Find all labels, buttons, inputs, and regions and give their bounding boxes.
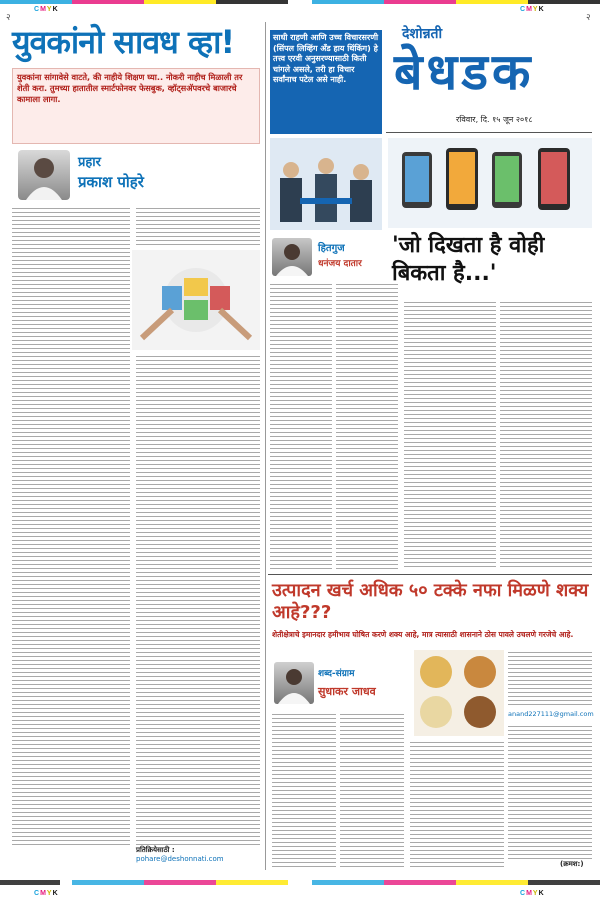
- center-author-photo: [272, 238, 312, 276]
- left-footer: [136, 846, 260, 866]
- center-intro-box: [270, 30, 382, 134]
- center-column-label: हितगुज: [318, 243, 345, 254]
- bottom-sidebar-email[interactable]: anand227111@gmail.com: [508, 710, 594, 718]
- page-number-right: २: [586, 13, 591, 23]
- center-body-col-1: [270, 282, 332, 570]
- bottom-headline: उत्पादन खर्च अधिक ५० टक्के नफा मिळणे शक्य आहे???: [272, 580, 589, 623]
- left-headline: युवकांनो सावध व्हा!: [12, 23, 235, 61]
- bottom-body-col-1: [272, 712, 336, 868]
- print-color-bar-left: [0, 0, 600, 4]
- bottom-body-col-2: [340, 712, 404, 868]
- left-author-photo: [18, 150, 70, 200]
- center-body-col-2: [336, 282, 398, 570]
- bottom-sidebar-col-b: [508, 724, 592, 860]
- horizontal-divider: [268, 574, 592, 575]
- vertical-divider-left: [265, 22, 266, 870]
- masthead-brand-top: देशोन्नती: [402, 26, 443, 42]
- right-body-col-2: [500, 300, 592, 570]
- author-portrait-icon: [272, 238, 312, 276]
- bottom-sidebar-col-a: [508, 650, 592, 708]
- right-quote-headline: 'जो दिखता है वोही बिकता है...': [392, 233, 545, 286]
- center-intro-text: साधी राहणी आणि उच्च विचारसरणी (सिंपल लिव्हिंग अँड हाय थिंकिंग) हे तत्त्व एरवी अनुसरण्यासाठी किती चांगले असले, तरी हा विचार सर्वांनाच पटेल असे नाही.: [273, 33, 379, 84]
- left-author-name: प्रकाश पोहरे: [78, 173, 144, 191]
- bottom-author-photo: [274, 662, 314, 704]
- left-body-col-2a: [136, 206, 260, 246]
- left-column-label: प्रहार: [78, 155, 101, 170]
- author-portrait-icon: [18, 150, 70, 200]
- left-body-col-1: [12, 206, 130, 846]
- footer-email-label: प्रतिक्रियेसाठी :: [136, 846, 175, 854]
- bottom-feature-image: [414, 650, 504, 736]
- center-illustration: [270, 138, 382, 230]
- author-portrait-icon: [274, 662, 314, 704]
- right-body-col-1: [404, 300, 496, 570]
- left-body-col-2b: [136, 354, 260, 846]
- footer-email[interactable]: pohare@deshonnati.com: [136, 855, 224, 863]
- bottom-body-col-3: [410, 740, 504, 868]
- center-author-name: धनंजय दातार: [318, 259, 362, 269]
- left-intro-text: युवकांना सांगावेसे वाटते, की नाहीये शिक्षण घ्या.. नोकरी नाहीच मिळाली तर शेती करा. तुमच्या हातातील स्मार्टफोनवर फेसबुक, व्हॉट्सअ‍ॅपवरचे बाजारचे कामाला लागा.: [17, 72, 243, 104]
- cmyk-mark-right: CMYK: [520, 6, 545, 13]
- smartphones-icon: [388, 138, 592, 228]
- right-feature-image: [388, 138, 592, 228]
- print-color-bar-bottom: [0, 880, 600, 885]
- left-body-image: [132, 250, 260, 350]
- masthead-date: रविवार, दि. १५ जून २०१८: [456, 115, 533, 124]
- bottom-column-label: शब्द-संग्राम: [318, 669, 355, 679]
- masthead-rule: [386, 132, 592, 133]
- masthead: [386, 22, 592, 130]
- cmyk-mark-bottom-right: CMYK: [520, 890, 545, 897]
- hands-puzzle-icon: [132, 250, 260, 350]
- left-headline-box: [12, 22, 262, 62]
- left-intro-box: [12, 68, 260, 144]
- business-people-icon: [270, 138, 382, 230]
- bottom-author-name: सुधाकर जाधव: [318, 685, 376, 698]
- cmyk-mark-left: CMYK: [34, 6, 59, 13]
- page-number-left: २: [6, 13, 11, 23]
- continued-label: (क्रमश:): [560, 860, 584, 868]
- masthead-brand-main: बेधडक: [394, 43, 535, 101]
- cmyk-mark-bottom-left: CMYK: [34, 890, 59, 897]
- grain-bowls-icon: [414, 650, 504, 736]
- bottom-subhead: शेतीक्षेत्राचे इमानदार हमीभाव घोषित करणे शक्य आहे, मात्र त्यासाठी शासनाने ठोस पावले उचलणे गरजेचे आहे.: [272, 630, 574, 639]
